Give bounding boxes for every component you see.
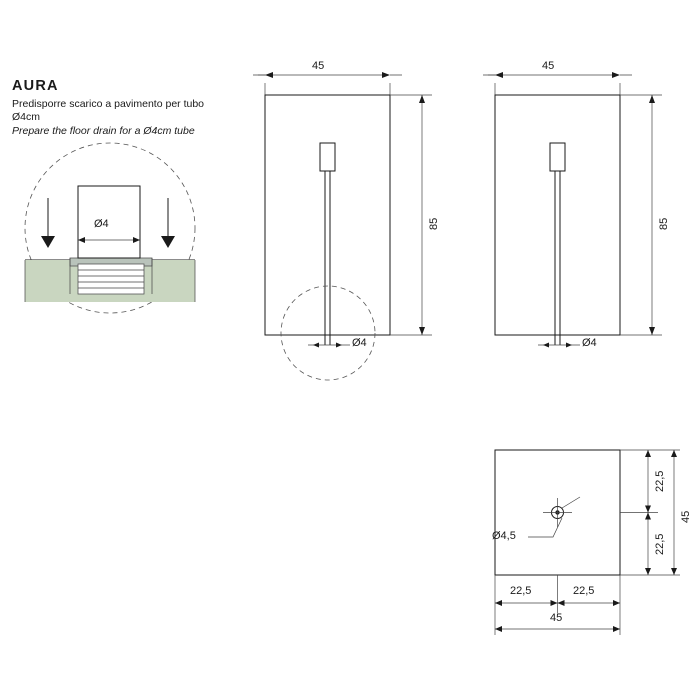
detail-pipe-diameter-label: Ø4 [94,218,109,230]
plan-hole-diameter-label: Ø4,5 [492,530,516,542]
description-italian: Predisporre scarico a pavimento per tubo Ø4cm [12,98,205,123]
floor-drain-detail [8,150,228,310]
side-pipe-diameter-label: Ø4 [582,337,597,349]
plan-half-right-label: 22,5 [573,585,595,597]
front-elevation [250,55,450,395]
plan-half-left-label: 22,5 [510,585,532,597]
front-width-label: 45 [312,60,325,72]
page-title: AURA [12,78,59,94]
plan-half-top-label: 22,5 [654,470,666,492]
front-height-label: 85 [428,217,440,230]
side-width-label: 45 [542,60,555,72]
front-pipe-diameter-label: Ø4 [352,337,367,349]
side-height-label: 85 [658,217,670,230]
description-english: Prepare the floor drain for a Ø4cm tube [12,125,195,137]
side-elevation [480,55,680,395]
plan-half-bottom-label: 22,5 [654,533,666,555]
plan-depth-label: 45 [680,510,692,523]
plan-view [480,435,690,650]
plan-width-label: 45 [550,612,563,624]
